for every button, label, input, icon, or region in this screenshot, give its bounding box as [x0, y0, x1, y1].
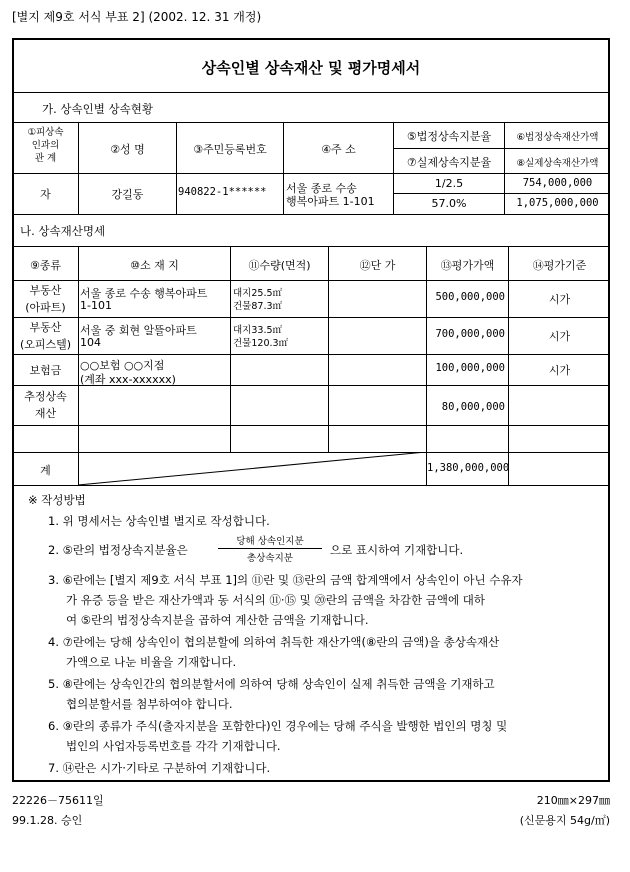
note-6-line2: 법인의 사업자등록번호를 각각 기재합니다.	[66, 739, 281, 753]
total-value: 1,380,000,000	[427, 462, 510, 474]
asset-value: 700,000,000	[435, 328, 505, 340]
col-location-header: ⑩소 재 지	[130, 259, 179, 272]
note-2-denominator: 총상속지분	[247, 553, 293, 564]
col-address-header: ④주 소	[321, 143, 356, 156]
note-4-line1: 4. ⑦란에는 당해 상속인이 협의분할에 의하여 취득한 재산가액(⑧란의 금액)을 총상속재산	[48, 635, 500, 649]
asset-location-line1: 서울 중 회현 알뜰아파트	[80, 324, 197, 337]
footer-form-number: 22226－75611일	[12, 794, 104, 807]
total-row-diagonal	[78, 452, 426, 485]
asset-value: 80,000,000	[441, 401, 505, 413]
asset-type: 보험금	[29, 364, 62, 377]
col-quantity-header: ⑪수량(면적)	[248, 259, 311, 272]
asset-qty-line2: 건물120.3㎡	[233, 338, 289, 349]
note-3-line2: 가 유증 등을 받은 재산가액과 동 서식의 ⑪·⑮ 및 ⑳란의 금액을 차감한 금액에 대하	[66, 593, 485, 607]
page-title: 상속인별 상속재산 및 평가명세서	[201, 59, 421, 77]
section-b-heading: 나. 상속재산명세	[20, 224, 106, 238]
note-7: 7. ⑭란은 시가·기타로 구분하여 기재합니다.	[48, 761, 271, 775]
asset-location-line2: 104	[80, 336, 101, 349]
note-2-prefix: 2. ⑤란의 법정상속지분율은	[48, 543, 188, 557]
footer-paper-type: (신문용지 54g/㎡)	[519, 814, 610, 827]
asset-basis: 시가	[548, 293, 571, 306]
asset-type: 부동산 (오피스텔)	[19, 321, 72, 351]
note-5-line1: 5. ⑧란에는 상속인간의 협의분할서에 의하여 당해 상속인이 실제 취득한 금액을 기재하고	[48, 677, 495, 691]
note-3-line1: 3. ⑥란에는 [별지 제9호 서식 부표 1]의 ⑪란 및 ⑬란의 금액 합계액에서 상속인이 아닌 수유자	[48, 573, 523, 587]
col-legal-value-header: ⑥법정상속재산가액	[516, 132, 599, 143]
note-2-numerator: 당해 상속인지분	[236, 536, 304, 547]
col-basis-header: ⑭평가기준	[532, 259, 587, 272]
note-5-line2: 협의분할서를 첨부하여야 합니다.	[66, 697, 233, 711]
total-label: 계	[40, 464, 51, 477]
col-legal-ratio-header: ⑤법정상속지분율	[406, 130, 492, 143]
legal-value: 754,000,000	[522, 177, 593, 189]
actual-value: 1,075,000,000	[516, 197, 599, 209]
asset-location-line1: ○○보험 ○○지점	[80, 359, 165, 372]
heir-relation: 자	[40, 188, 51, 201]
asset-basis: 시가	[548, 330, 571, 343]
asset-location-line1: 서울 종로 수송 행복아파트	[80, 287, 208, 300]
asset-qty-line2: 건물87.3㎡	[233, 301, 283, 312]
col-type-header: ⑨종류	[29, 259, 62, 272]
note-4-line2: 가액으로 나눈 비율을 기재합니다.	[66, 655, 237, 669]
asset-type: 부동산 (아파트)	[25, 284, 66, 314]
footer-paper-size: 210㎜×297㎜	[536, 794, 610, 807]
asset-basis: 시가	[548, 364, 571, 377]
note-6-line1: 6. ⑨란의 종류가 주식(출자지분을 포함한다)인 경우에는 당해 주식을 발행한 법인의 명칭 및	[48, 719, 508, 733]
asset-location-line2: 1-101	[80, 299, 112, 312]
col-unit-price-header: ⑫단 가	[359, 259, 396, 272]
asset-location-line2: (계좌 xxx-xxxxxx)	[80, 373, 176, 386]
note-1: 1. 위 명세서는 상속인별 별지로 작성합니다.	[48, 514, 270, 528]
col-name-header: ②성 명	[110, 143, 145, 156]
asset-qty-line1: 대지25.5㎡	[233, 288, 283, 299]
note-2-suffix: 으로 표시하여 기재합니다.	[330, 543, 464, 557]
col-actual-value-header: ⑧실제상속재산가액	[516, 158, 599, 169]
heir-address-line2: 행복아파트 1-101	[286, 195, 375, 208]
actual-ratio-value: 57.0%	[431, 197, 467, 210]
section-a-heading: 가. 상속인별 상속현황	[42, 102, 153, 116]
notes-heading: ※ 작성방법	[28, 493, 86, 507]
heir-address-line1: 서울 종로 수송	[286, 182, 357, 195]
asset-value: 100,000,000	[435, 362, 505, 374]
heir-name: 강길동	[111, 188, 144, 201]
asset-type: 추정상속 재산	[24, 390, 67, 420]
col-id-header: ③주민등록번호	[193, 143, 267, 156]
asset-value: 500,000,000	[435, 291, 505, 303]
heir-id-number: 940822-1******	[178, 186, 267, 198]
note-3-line3: 여 ⑤란의 법정상속지분을 곱하여 계산한 금액을 기재합니다.	[66, 613, 369, 627]
col-actual-ratio-header: ⑦실제상속지분율	[406, 156, 492, 169]
asset-qty-line1: 대지33.5㎡	[233, 325, 283, 336]
legal-ratio-value: 1/2.5	[434, 177, 464, 190]
form-label: [별지 제9호 서식 부표 2] (2002. 12. 31 개정)	[12, 10, 262, 24]
col-relation-header: ①피상속 인과의 관 계	[27, 127, 64, 164]
footer-approval: 99.1.28. 승인	[12, 814, 83, 827]
col-value-header: ⑬평가가액	[440, 259, 495, 272]
